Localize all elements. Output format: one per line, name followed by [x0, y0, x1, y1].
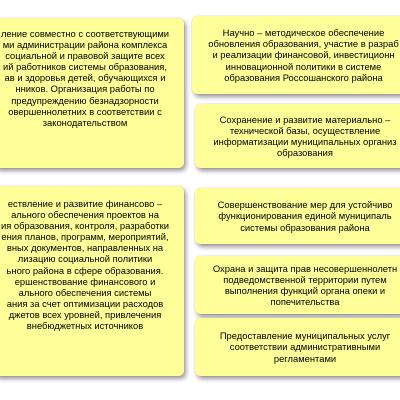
box-text-line: ия образования, контроля, разработки — [1, 220, 169, 232]
function-box-methodical-support — [192, 16, 400, 94]
box-text-line: технической базы, осуществление — [229, 124, 381, 136]
box-text-line: предупреждению безнадзорности — [11, 94, 159, 106]
box-text-line: функционирования единой муниципаль — [218, 210, 392, 222]
box-text-line: Предоставление муниципальных услуг — [219, 330, 391, 342]
box-text-line: ального обеспечения проектов на — [11, 209, 159, 221]
box-text-line: нников. Организация работы по — [15, 83, 155, 95]
function-box-financial-support — [0, 186, 184, 376]
box-text-line: Совершенствование мер для устойчиво — [217, 199, 393, 211]
box-text-line: социальной и правовой защите всех — [5, 50, 165, 62]
box-text-line: ав и здоровья детей, обучающихся и — [4, 72, 166, 84]
box-text-line: подведомственной территории путем — [223, 273, 387, 285]
box-text-line: выполнения функций органа опеки и — [224, 285, 386, 296]
box-text-line: информатизации муниципальных организ — [213, 136, 397, 147]
function-box-municipal-services — [195, 318, 400, 376]
box-text-line: вных документов, направленных на — [6, 242, 164, 254]
box-text-line: ий работников системы образования, — [3, 61, 167, 73]
box-text-line: соответствии административными — [229, 341, 381, 353]
box-text-line: ершенствование финансового и — [14, 275, 156, 287]
box-text-line: джетов всех уровней, привлечения — [8, 308, 162, 320]
box-text-line: ания за счет оптимизации расходов — [6, 297, 164, 309]
box-text-line: лизацию социальной политики — [17, 253, 153, 265]
box-text-line: Охрана и защита прав несовершеннолетн — [212, 262, 398, 274]
function-box-material-base — [195, 104, 400, 168]
function-box-minors-protection — [195, 256, 400, 314]
box-text-line: ми администрации района комплекса — [2, 39, 168, 51]
box-text-line: ения планов, программ, мероприятий, — [1, 231, 169, 243]
box-text-line: обновления образования, участие в разраб — [208, 38, 399, 50]
box-text-line: и реализации финансовой, инвестиционн — [212, 49, 395, 61]
box-text-line: законодательством — [42, 116, 128, 128]
box-text-line: образования — [277, 147, 333, 159]
box-text-line: овершеннолетних в соответствии с — [8, 105, 162, 117]
box-text-line: Сохранение и развитие материально – — [219, 113, 391, 125]
box-text-line: образования Россошанского района — [224, 71, 383, 83]
box-text-line: системы образования района — [240, 221, 370, 233]
function-box-social-protection — [0, 18, 184, 168]
box-text-line: внебюджетных источников — [26, 320, 144, 332]
box-text-line: ление совместно с соответствующими — [0, 28, 170, 39]
box-text-line: Научно – методическое обеспечение — [222, 27, 385, 39]
function-box-stable-operation — [195, 188, 400, 244]
box-text-line: регламентами — [273, 352, 337, 364]
box-text-line: ьного района в сфере образования. — [6, 264, 164, 276]
box-text-line: ального обеспечения системы — [18, 286, 152, 298]
box-text-line: инновационной политики в системе — [225, 60, 382, 72]
box-text-line: попечительства — [270, 296, 340, 308]
box-text-line: ествление и развитие финансово – — [7, 198, 163, 209]
